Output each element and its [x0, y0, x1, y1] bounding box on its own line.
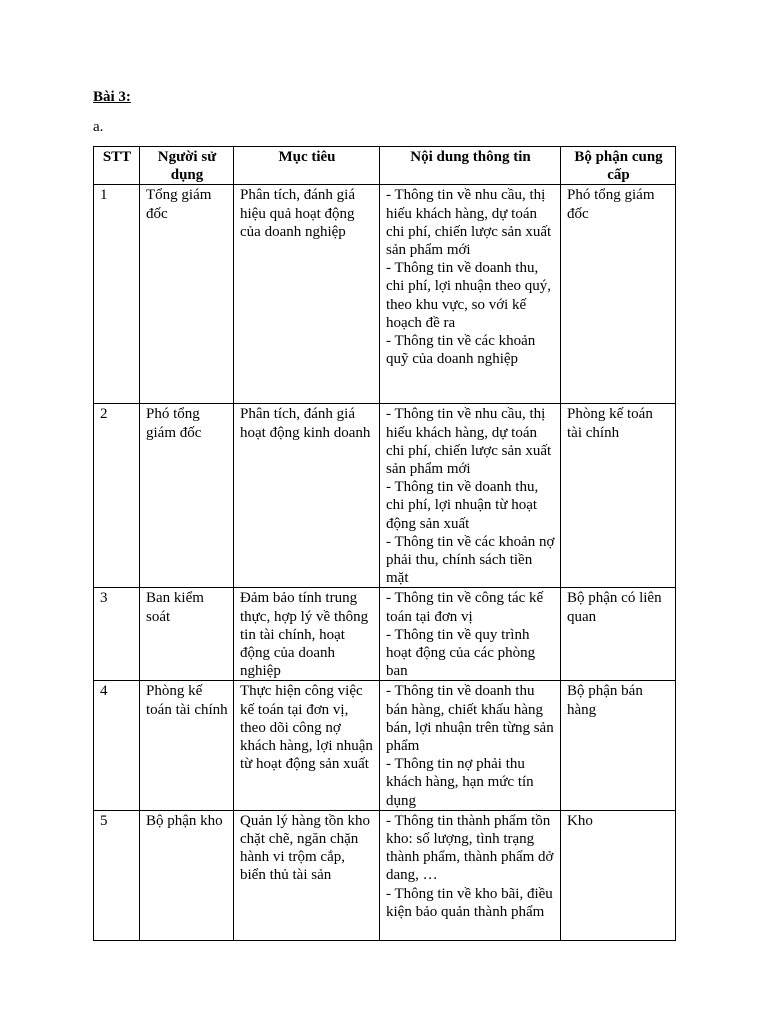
cell-provider: Phó tổng giám đốc	[561, 185, 676, 404]
header-stt: STT	[94, 147, 140, 185]
cell-objective: Thực hiện công việc kế toán tại đơn vị, theo dõi công nợ khách hàng, lợi nhuận từ hoạt động sản xuất	[234, 681, 380, 810]
cell-provider: Bộ phận bán hàng	[561, 681, 676, 810]
cell-user: Phòng kế toán tài chính	[140, 681, 234, 810]
table-row	[94, 404, 676, 588]
cell-user: Tổng giám đốc	[140, 185, 234, 404]
cell-stt: 2	[94, 404, 140, 588]
cell-stt: 1	[94, 185, 140, 404]
cell-provider: Kho	[561, 810, 676, 940]
header-objective: Mục tiêu	[234, 147, 380, 185]
section-label: a.	[93, 119, 104, 135]
table-row	[94, 185, 676, 404]
cell-objective: Đảm bảo tính trung thực, hợp lý về thông tin tài chính, hoạt động của doanh nghiệp	[234, 588, 380, 681]
header-user: Người sử dụng	[140, 147, 234, 185]
cell-objective: Quản lý hàng tồn kho chặt chẽ, ngăn chặn hành vi trộm cắp, biển thủ tài sản	[234, 810, 380, 940]
cell-objective: Phân tích, đánh giá hoạt động kinh doanh	[234, 404, 380, 588]
cell-objective: Phân tích, đánh giá hiệu quả hoạt động của doanh nghiệp	[234, 185, 380, 404]
cell-content: - Thông tin về nhu cầu, thị hiếu khách hàng, dự toán chi phí, chiến lược sản xuất sản phẩm mới - Thông tin về doanh thu, chi phí, lợi nhuận từ hoạt động sản xuất - Thông tin về các khoản nợ phải thu, chính sách tiền mặt	[380, 404, 561, 588]
cell-content: - Thông tin về công tác kế toán tại đơn vị - Thông tin về quy trình hoạt động của các phòng ban	[380, 588, 561, 681]
table-row	[94, 810, 676, 940]
cell-stt: 4	[94, 681, 140, 810]
header-provider: Bộ phận cung cấp	[561, 147, 676, 185]
cell-content: - Thông tin về doanh thu bán hàng, chiết khấu hàng bán, lợi nhuận trên từng sản phẩm - Thông tin nợ phải thu khách hàng, hạn mức tín dụng	[380, 681, 561, 810]
cell-user: Ban kiểm soát	[140, 588, 234, 681]
header-content: Nội dung thông tin	[380, 147, 561, 185]
cell-provider: Phòng kế toán tài chính	[561, 404, 676, 588]
exercise-title: Bài 3:	[93, 89, 131, 105]
table-row	[94, 588, 676, 681]
cell-user: Bộ phận kho	[140, 810, 234, 940]
cell-stt: 3	[94, 588, 140, 681]
table-row	[94, 681, 676, 810]
cell-user: Phó tổng giám đốc	[140, 404, 234, 588]
cell-content: - Thông tin thành phẩm tồn kho: số lượng, tình trạng thành phẩm, thành phẩm dở dang, … - Thông tin về kho bãi, điều kiện bảo quản thành phẩm	[380, 810, 561, 940]
cell-stt: 5	[94, 810, 140, 940]
information-users-table	[93, 146, 676, 941]
cell-provider: Bộ phận có liên quan	[561, 588, 676, 681]
table-header-row	[94, 147, 676, 185]
cell-content: - Thông tin về nhu cầu, thị hiếu khách hàng, dự toán chi phí, chiến lược sản xuất sản phẩm mới - Thông tin về doanh thu, chi phí, lợi nhuận theo quý, theo khu vực, so với kế hoạch đề ra - Thông tin về các khoản quỹ của doanh nghiệp	[380, 185, 561, 404]
